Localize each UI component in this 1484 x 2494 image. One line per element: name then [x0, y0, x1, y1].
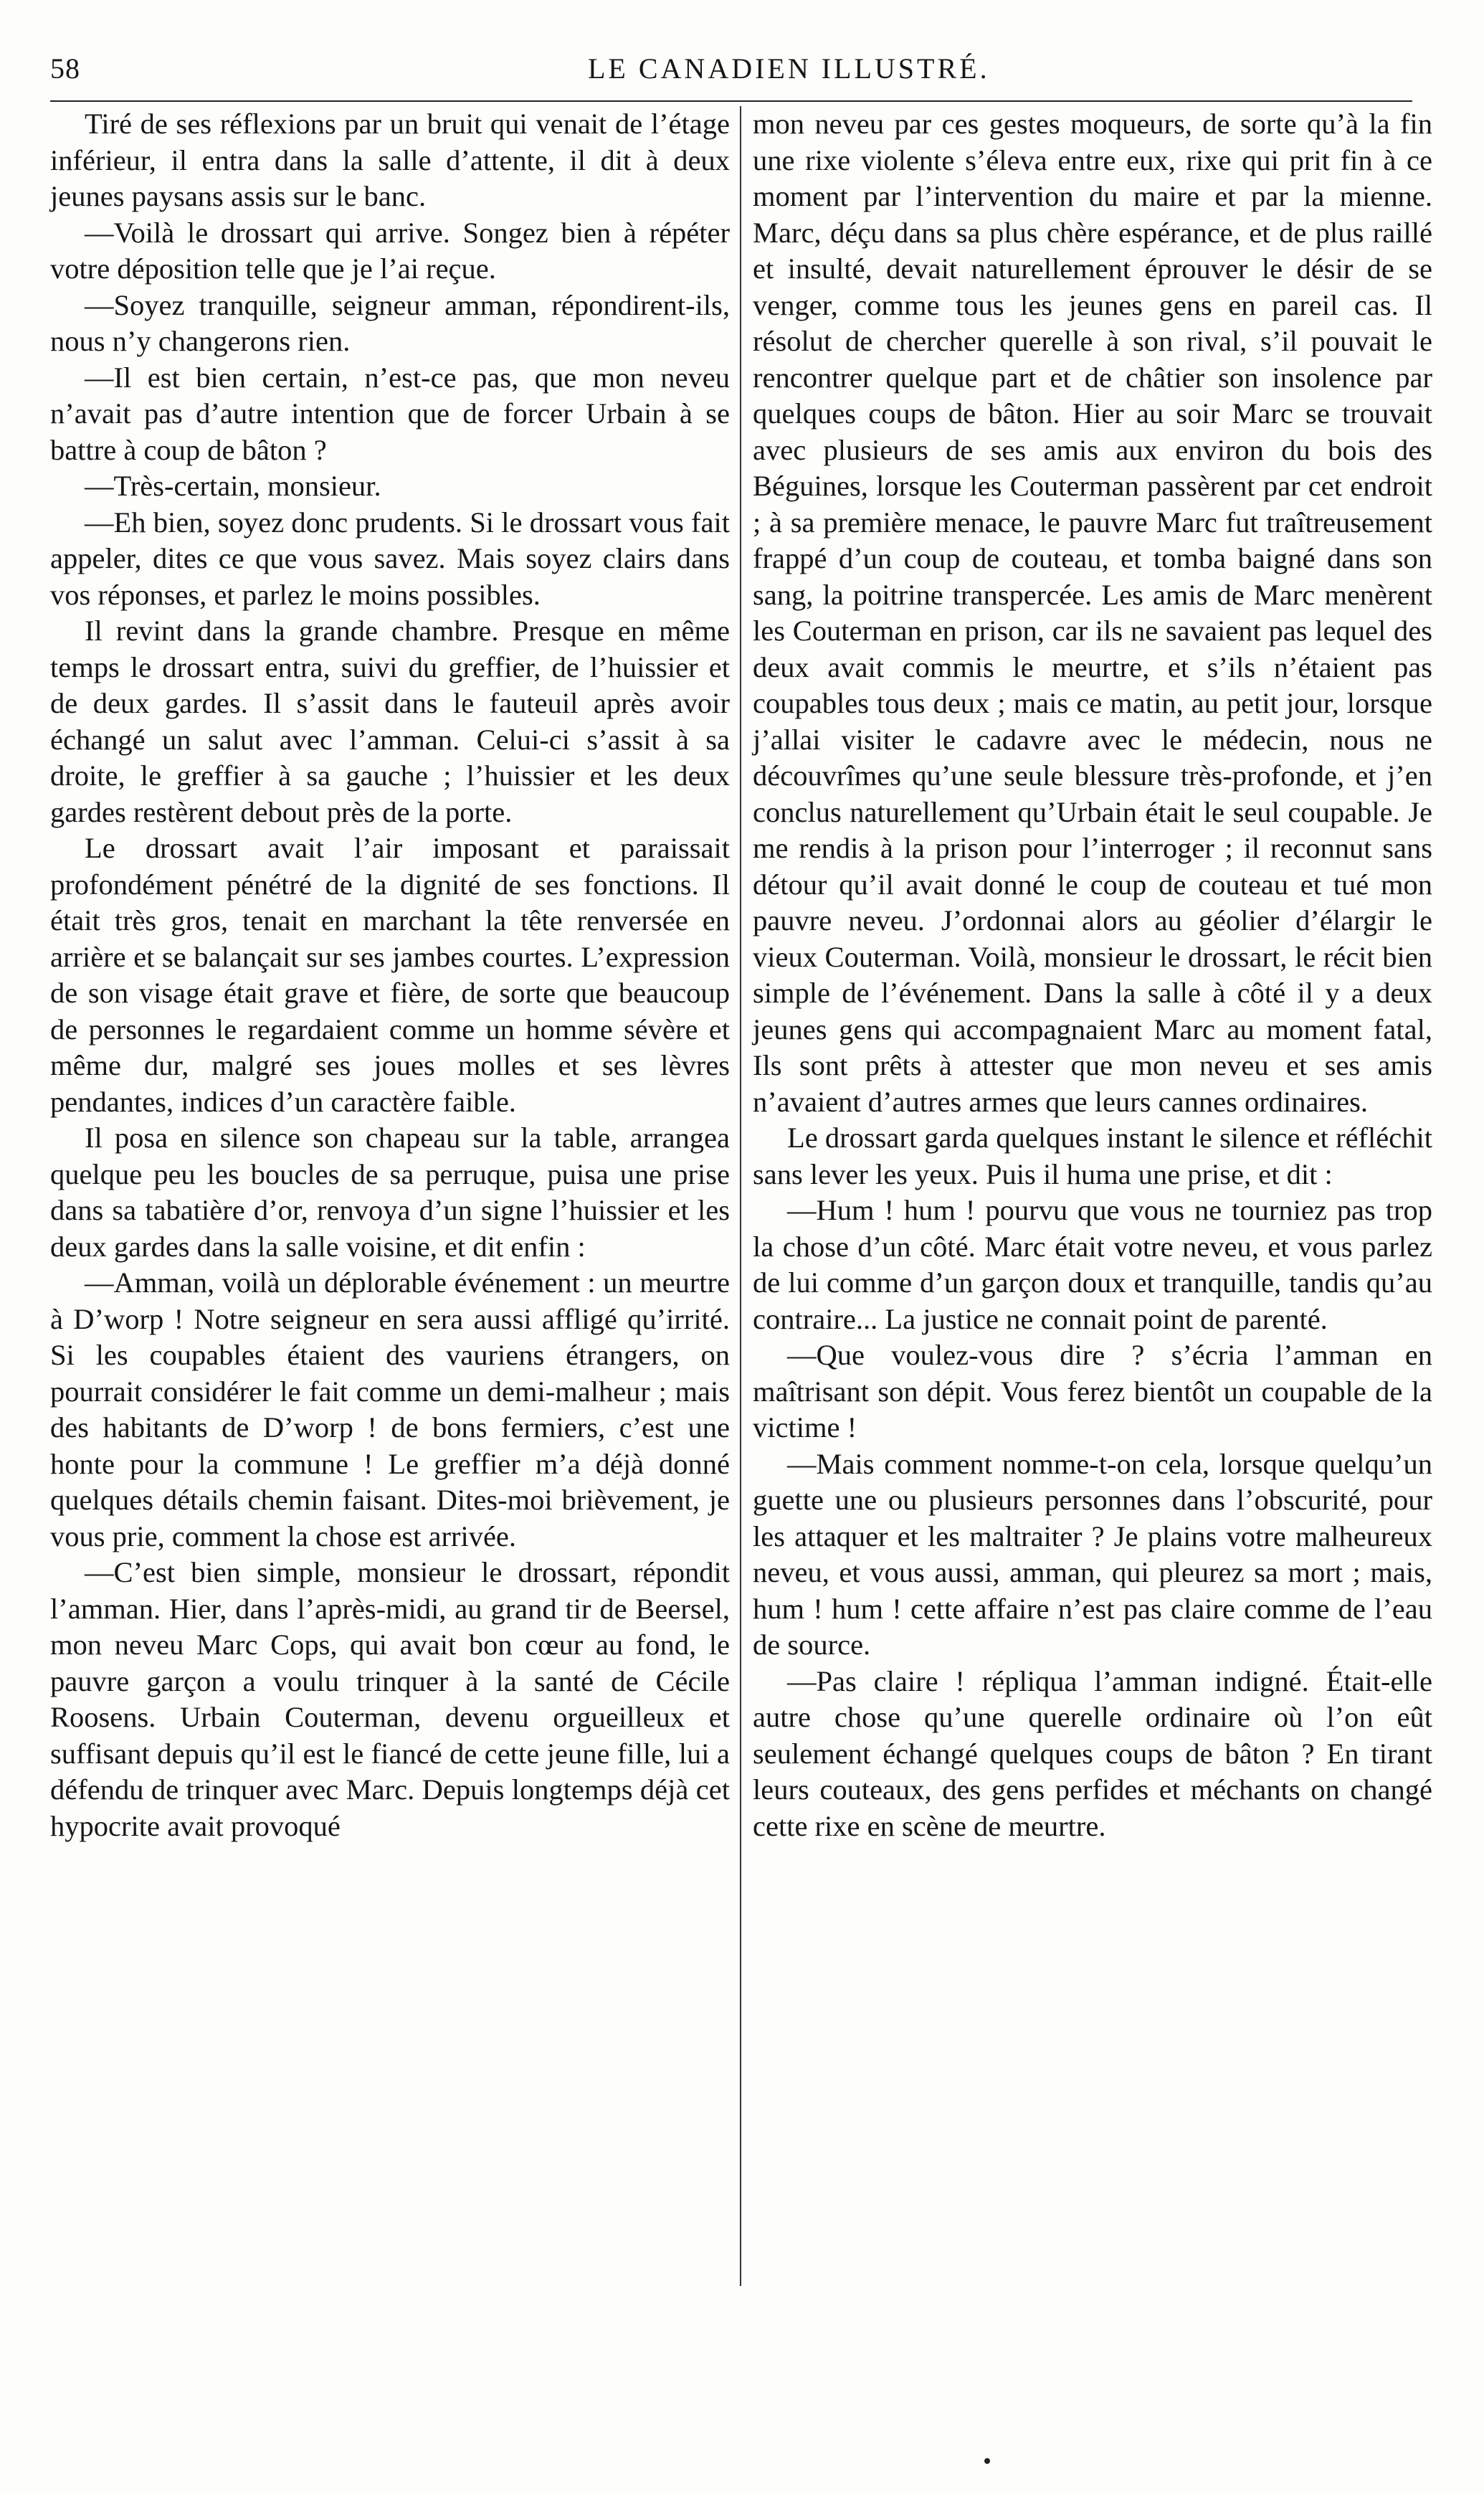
page-number: 58: [50, 52, 80, 85]
paragraph-continuation: mon neveu par ces gestes moqueurs, de sorte qu’à la fin une rixe violente s’éleva entre eux, rixe qui prit fin à ce moment par l’intervention du maire et par la mienne. Marc, déçu dans sa plus chère espérance, et de plus raillé et insulté, devait naturellement éprouver le désir de se venger, comme tous les jeunes gens en pareil cas. Il résolut de chercher querelle à son rival, s’il pouvait le rencontrer quelque part et de châtier son insolence par quelques coups de bâton. Hier au soir Marc se trouvait avec plusieurs de ses amis aux environ du bois des Béguines, lorsque les Couterman passèrent par cet endroit ; à sa première menace, le pauvre Marc fut traîtreusement frappé d’un coup de couteau, et tomba baigné dans son sang, la poitrine transpercée. Les amis de Marc menèrent les Couterman en prison, car ils ne savaient pas lequel des deux avait commis le meurtre, et s’ils n’étaient pas coupables tous deux ; mais ce matin, au petit jour, lorsque j’allai visiter le cadavre avec le médecin, nous ne découvrîmes qu’une seule blessure très-profonde, et j’en conclus naturellement qu’Urbain était le seul coupable. Je me rendis à la prison pour l’interroger ; il reconnut sans détour qu’il avait donné le coup de couteau et tué mon pauvre neveu. J’ordonnai alors au géolier d’élargir le vieux Couterman. Voilà, monsieur le drossart, le récit bien simple de l’événement. Dans la salle à côté il y a deux jeunes gens qui accompagnaient Marc au moment fatal, Ils sont prêts à attester que mon neveu et ses amis n’avaient d’autres armes que leurs cannes ordinaires.: [753, 108, 1432, 1118]
left-column: [50, 106, 730, 1844]
paragraph: Il posa en silence son chapeau sur la table, arrangea quelque peu les boucles de sa perruque, puisa une prise dans sa tabatière d’or, renvoya d’un signe l’huissier et les deux gardes dans la salle voisine, et dit enfin :: [50, 1122, 730, 1263]
paragraph: —Eh bien, soyez donc prudents. Si le drossart vous fait appeler, dites ce que vous savez. Mais soyez clairs dans vos réponses, et parlez le moins possibles.: [50, 506, 730, 611]
paragraph: Le drossart avait l’air imposant et paraissait profondément pénétré de la dignité de ses fonctions. Il était très gros, tenait en marchant la tête renversée en arrière et se balançait sur ses jambes courtes. L’expression de son visage était grave et fière, de sorte que beaucoup de personnes le regardaient comme un homme sévère et même dur, malgré ses joues molles et ses lèvres pendantes, indices d’un caractère faible.: [50, 832, 730, 1118]
paragraph: —Amman, voilà un déplorable événement : un meurtre à D’worp ! Notre seigneur en sera aussi affligé qu’irrité. Si les coupables étaient des vauriens étrangers, on pourrait considérer le fait comme un demi-malheur ; mais des habitants de D’worp ! de bons fermiers, c’est une honte pour la commune ! Le greffier m’a déjà donné quelques détails chemin faisant. Dites-moi brièvement, je vous prie, comment la chose est arrivée.: [50, 1266, 730, 1552]
paragraph: —Voilà le drossart qui arrive. Songez bien à répéter votre déposition telle que je l’ai reçue.: [50, 216, 730, 285]
ink-dot: [984, 2458, 990, 2464]
column-divider: [740, 106, 741, 2286]
page-header: [50, 52, 1412, 95]
paragraph: —Mais comment nomme-t-on cela, lorsque quelqu’un guette une ou plusieurs personnes dans l’obscurité, pour les attaquer et les maltraiter ? Je plains votre malheureux neveu, et vous aussi, amman, qui pleurez sa mort ; mais, hum ! hum ! cette affaire n’est pas claire comme de l’eau de source.: [753, 1447, 1432, 1661]
header-rule: [50, 100, 1412, 102]
paragraph: —Hum ! hum ! pourvu que vous ne tourniez pas trop la chose d’un côté. Marc était votre neveu, et vous parlez de lui comme d’un garçon doux et tranquille, tandis qu’au contraire... La justice ne connait point de parenté.: [753, 1194, 1432, 1335]
paragraph: Tiré de ses réflexions par un bruit qui venait de l’étage inférieur, il entra dans la salle d’attente, il dit à deux jeunes paysans assis sur le banc.: [50, 108, 730, 212]
paragraph: —Pas claire ! répliqua l’amman indigné. Était-elle autre chose qu’une querelle ordinaire où l’on eût seulement échangé quelques coups de bâton ? En tirant leurs couteaux, des gens perfides et méchants on changé cette rixe en scène de meurtre.: [753, 1664, 1432, 1842]
paragraph: —Très-certain, monsieur.: [85, 470, 381, 502]
paragraph: Il revint dans la grande chambre. Presque en même temps le drossart entra, suivi du greffier, de l’huissier et de deux gardes. Il s’assit dans le fauteuil après avoir échangé un salut avec l’amman. Celui-ci s’assit à sa droite, le greffier à sa gauche ; l’huissier et les deux gardes restèrent debout près de la porte.: [50, 615, 730, 828]
paragraph: —Il est bien certain, n’est-ce pas, que mon neveu n’avait pas d’autre intention que de forcer Urbain à se battre à coup de bâton ?: [50, 361, 730, 466]
paragraph: —Que voulez-vous dire ? s’écria l’amman en maîtrisant son dépit. Vous ferez bientôt un coupable de la victime !: [753, 1339, 1432, 1443]
running-title: LE CANADIEN ILLUSTRÉ.: [588, 52, 990, 85]
paragraph: —C’est bien simple, monsieur le drossart, répondit l’amman. Hier, dans l’après-midi, au grand tir de Beersel, mon neveu Marc Cops, qui avait bon cœur au fond, le pauvre garçon a voulu trinquer à la santé de Cécile Roosens. Urbain Couterman, devenu orgueilleux et suffisant depuis qu’il est le fiancé de cette jeune fille, lui a défendu de trinquer avec Marc. Depuis longtemps déjà cet hypocrite avait provoqué: [50, 1556, 730, 1842]
paragraph: —Soyez tranquille, seigneur amman, répondirent-ils, nous n’y changerons rien.: [50, 288, 730, 357]
paragraph: Le drossart garda quelques instant le silence et réfléchit sans lever les yeux. Puis il huma une prise, et dit :: [753, 1122, 1432, 1190]
right-column: [753, 106, 1432, 1844]
